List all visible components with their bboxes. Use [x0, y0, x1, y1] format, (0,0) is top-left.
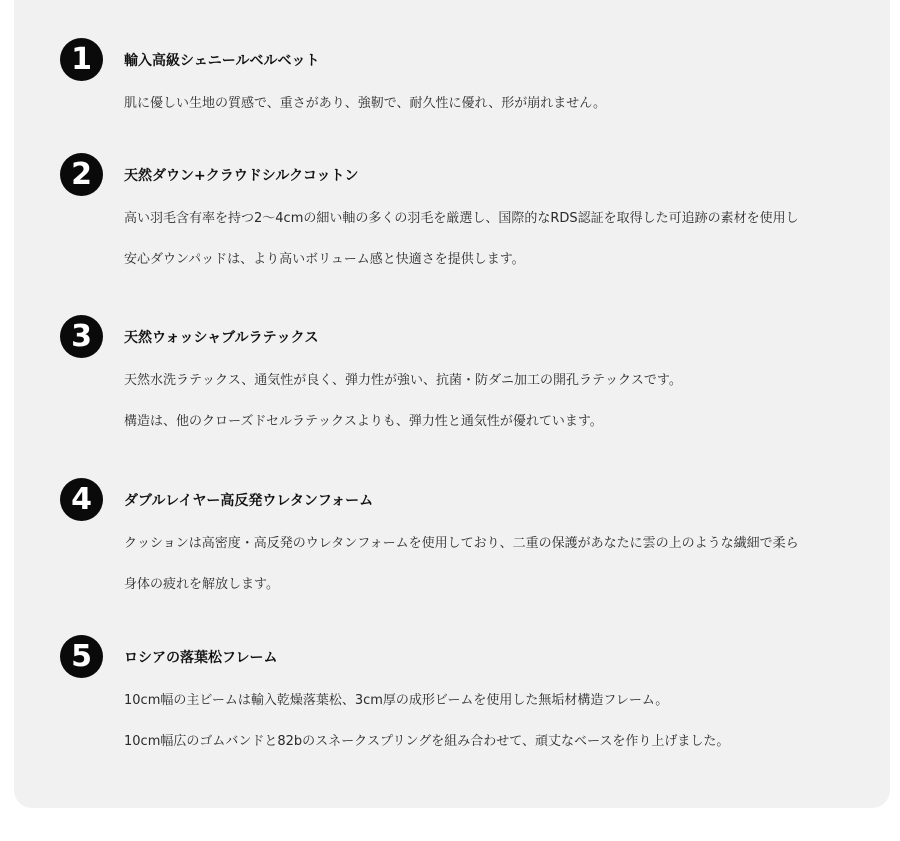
feature-description-5-line-1: 10cm幅の主ビームは輸入乾燥落葉松、3cm厚の成形ビームを使用した無垢材構造フレーム。 [124, 693, 669, 708]
feature-title-2: 天然ダウン+クラウドシルクコットン [124, 168, 359, 184]
feature-description-1-line-1: 肌に優しい生地の質感で、重さがあり、強靭で、耐久性に優れ、形が崩れません。 [124, 96, 607, 111]
number-badge-4: 4 [60, 478, 103, 521]
number-badge-2: 2 [60, 153, 103, 196]
feature-description-2-line-2: 安心ダウンパッドは、より高いボリューム感と快適さを提供します。 [124, 252, 525, 267]
number-badge-5: 5 [60, 635, 103, 678]
feature-title-5: ロシアの落葉松フレーム [124, 650, 278, 666]
feature-description-3-line-1: 天然水洗ラテックス、通気性が良く、弾力性が強い、抗菌・防ダニ加工の開孔ラテックスです。 [124, 373, 682, 388]
feature-description-5-line-2: 10cm幅広のゴムバンドと82bのスネークスプリングを組み合わせて、頑丈なベースを作り上げました。 [124, 734, 730, 749]
feature-title-3: 天然ウォッシャブルラテックス [124, 330, 319, 346]
number-badge-1: 1 [60, 38, 103, 81]
feature-description-4-line-1: クッションは高密度・高反発のウレタンフォームを使用しており、二重の保護があなたに雲の上のような繊細で柔ら [124, 536, 799, 551]
number-badge-3: 3 [60, 315, 103, 358]
feature-description-3-line-2: 構造は、他のクローズドセルラテックスよりも、弾力性と通気性が優れています。 [124, 414, 603, 429]
feature-description-4-line-2: 身体の疲れを解放します。 [124, 577, 279, 592]
feature-card [14, 0, 890, 808]
feature-title-1: 輸入高級シェニールベルベット [124, 53, 320, 69]
feature-description-2-line-1: 高い羽毛含有率を持つ2〜4cmの細い軸の多くの羽毛を厳選し、国際的なRDS認証を取得した可追跡の素材を使用し [124, 211, 799, 226]
feature-title-4: ダブルレイヤー高反発ウレタンフォーム [124, 493, 374, 509]
